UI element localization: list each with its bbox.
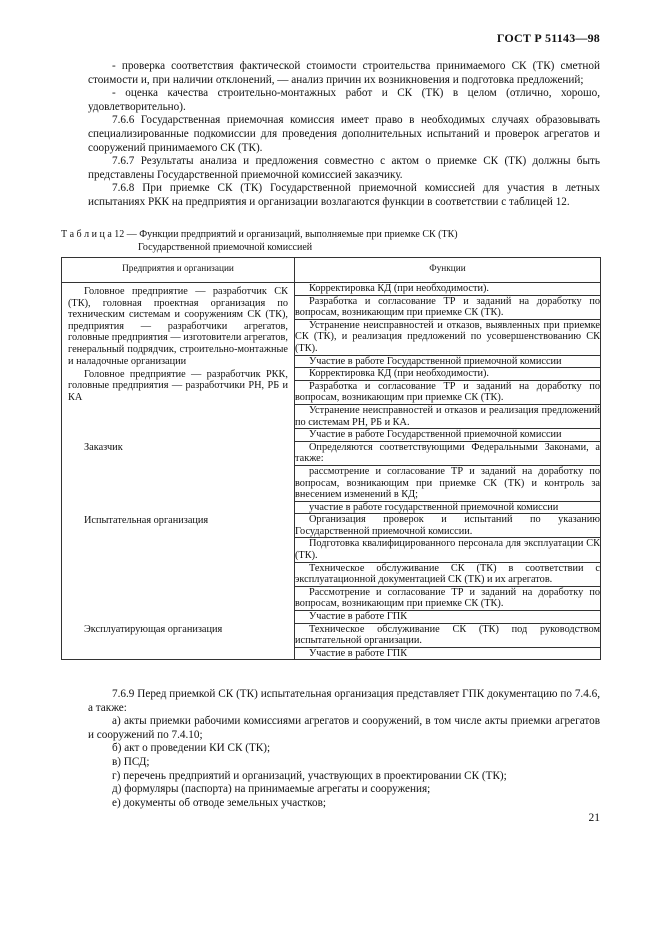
function-text: Участие в работе Государственной приемочной комиссии (309, 429, 562, 441)
function-cell (295, 611, 601, 624)
table-caption (61, 229, 601, 254)
paragraph: 7.6.6 Государственная приемочная комиссия имеет право в необходимых случаях образовывать специализированные подкомиссии для проведения дополнительных испытаний и проверок агрегатов и сооружений принимаемого СК (ТК). (88, 114, 600, 154)
function-cell (295, 465, 601, 501)
table-row (62, 514, 601, 538)
org-name: Головное предприятие — разработчик СК (ТК), головная проектная организация по техническим системам и сооружениям СК (ТК), предприятия — разработчики агрегатов, головные предприятия — изготовители агрегатов, генеральный подрядчик, строительно-монтажные и наладочные организации (68, 286, 288, 367)
function-text: Корректировка КД (при необходимости). (309, 283, 489, 294)
function-cell (295, 355, 601, 368)
function-cell (295, 586, 601, 610)
function-cell (295, 441, 601, 465)
org-name: Испытательная организация (84, 514, 209, 526)
function-cell (295, 514, 601, 538)
function-cell (295, 404, 601, 428)
function-cell (295, 283, 601, 296)
function-text: Техническое обслуживание СК (ТК) в соответствии с эксплуатационной документацией СК (ТК) и их агрегатов. (295, 562, 600, 586)
function-cell (295, 380, 601, 404)
column-header-functions: Функции (295, 258, 601, 283)
table-header-row (62, 258, 601, 283)
function-cell (295, 562, 601, 586)
function-cell (295, 623, 601, 647)
function-text: Участие в работе ГПК (309, 611, 408, 623)
list-item: д) формуляры (паспорта) на принимаемые агрегаты и сооружения; (112, 783, 431, 796)
function-cell (295, 429, 601, 442)
org-name: Эксплуатирующая организация (84, 624, 223, 636)
table-row (62, 623, 601, 647)
paragraph: - оценка качества строительно-монтажных работ и СК (ТК) в целом (отлично, хорошо, удовлетворительно). (88, 87, 600, 113)
paragraph: 7.6.7 Результаты анализа и предложения совместно с актом о приемке СК (ТК) должны быть представлены Государственной приемочной комиссией заказчику. (88, 155, 600, 181)
org-cell (62, 368, 295, 442)
document-id: ГОСТ Р 51143—98 (496, 31, 600, 45)
caption-line: Т а б л и ц а 12 — Функции предприятий и организаций, выполняемые при приемке СК (ТК) (61, 229, 458, 240)
function-text: Подготовка квалифицированного персонала для эксплуатации СК (ТК). (295, 538, 600, 562)
org-name: Заказчик (84, 442, 123, 454)
function-text: Рассмотрение и согласование ТР и заданий на доработку по вопросам, возникающим при приемке СК (ТК). (295, 586, 600, 610)
org-cell (62, 283, 295, 368)
list-item: в) ПСД; (112, 755, 150, 768)
after-table-text (88, 688, 600, 810)
functions-table (61, 257, 601, 660)
function-text: Устранение неисправностей и отказов, выявленных при приемке СК (ТК), и реализация предложений по усовершенствованию СК (ТК). (295, 319, 600, 354)
table-row (62, 368, 601, 381)
function-cell (295, 501, 601, 514)
list-item: г) перечень предприятий и организаций, участвующих в проектировании СК (ТК); (112, 769, 507, 782)
function-text: Разработка и согласование ТР и заданий на доработку по вопросам, возникающим при приемке СК (ТК). (295, 295, 600, 319)
function-text: Участие в работе ГПК (309, 647, 408, 659)
function-cell (295, 319, 601, 355)
list-item: б) акт о проведении КИ СК (ТК); (112, 742, 271, 755)
org-cell (62, 514, 295, 623)
table-row (62, 283, 601, 296)
function-text: Устранение неисправностей и отказов и реализация предложений по системам РН, РБ и КА. (295, 404, 600, 428)
function-text: участие в работе государственной приемочной комиссии (309, 501, 559, 513)
column-header-organizations: Предприятия и организации (62, 258, 295, 283)
function-text: Организация проверок и испытаний по указанию Государственной приемочной комиссии. (295, 514, 600, 537)
org-name: Головное предприятие — разработчик РКК, головные предприятия — разработчики РН, РБ и КА (68, 368, 288, 403)
table-row (62, 441, 601, 465)
paragraph: 7.6.8 При приемке СК (ТК) Государственной приемочной комиссией для участия в летных испытаниях РКК на предприятия и организации возлагаются функции в соответствии с таблицей 12. (88, 182, 600, 208)
caption-line: Государственной приемочной комиссией (138, 241, 313, 253)
function-text: Разработка и согласование ТР и заданий на доработку по вопросам, возникающим при приемке СК (ТК). (295, 380, 600, 404)
intro-text (88, 60, 600, 210)
function-text: Определяются соответствующими Федеральными Законами, а также: (295, 441, 600, 465)
function-text: Корректировка КД (при необходимости). (309, 368, 489, 380)
list-item: а) акты приемки рабочими комиссиями агрегатов и сооружений, в том числе акты приемки агрегатов и сооружений по 7.4.10; (88, 715, 600, 741)
function-text: Участие в работе Государственной приемочной комиссии (309, 355, 562, 367)
org-cell (62, 441, 295, 514)
list-item: е) документы об отводе земельных участков; (112, 796, 326, 809)
function-text: Техническое обслуживание СК (ТК) под руководством испытательной организации. (295, 623, 600, 647)
page-number: 21 (588, 812, 600, 824)
function-text: рассмотрение и согласование ТР и заданий на доработку по вопросам, возникающим при приемке СК (ТК) и контроль за внесением изменений в КД; (295, 465, 600, 501)
function-cell (295, 368, 601, 381)
org-cell (62, 623, 295, 660)
function-cell (295, 538, 601, 562)
function-cell (295, 647, 601, 660)
paragraph: 7.6.9 Перед приемкой СК (ТК) испытательная организация представляет ГПК документацию по 7.4.6, а также: (88, 688, 600, 714)
function-cell (295, 295, 601, 319)
paragraph: - проверка соответствия фактической стоимости строительства принимаемого СК (ТК) сметной стоимости и, при наличии отклонений, — анализ причин их возникновения и подготовка предложений; (88, 60, 600, 86)
